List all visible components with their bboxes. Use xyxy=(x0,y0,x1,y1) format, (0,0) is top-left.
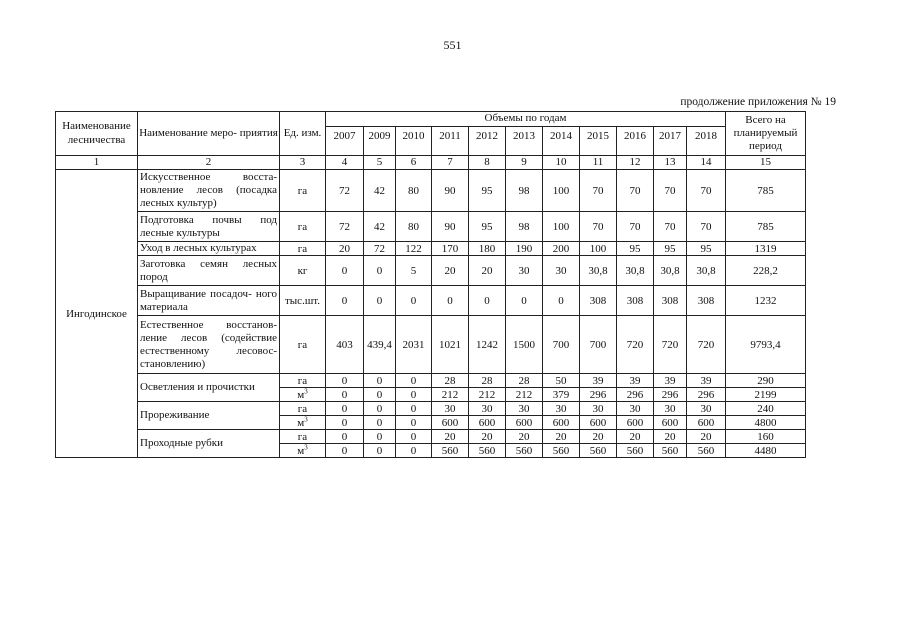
value-cell: 42 xyxy=(364,170,396,212)
value-cell: 600 xyxy=(543,416,580,430)
column-number: 12 xyxy=(617,156,654,170)
unit-text: м xyxy=(297,444,305,457)
value-cell: 0 xyxy=(364,374,396,388)
value-cell: 0 xyxy=(364,430,396,444)
value-cell: 720 xyxy=(617,316,654,374)
value-cell: 720 xyxy=(687,316,726,374)
value-cell: 212 xyxy=(432,388,469,402)
value-cell: 0 xyxy=(396,430,432,444)
table-row xyxy=(56,242,806,256)
activity-name: Прореживание xyxy=(138,402,280,430)
value-cell: 70 xyxy=(580,212,617,242)
value-cell: 0 xyxy=(364,286,396,316)
column-number: 13 xyxy=(654,156,687,170)
column-number: 6 xyxy=(396,156,432,170)
total-cell: 240 xyxy=(726,402,806,416)
total-cell: 228,2 xyxy=(726,256,806,286)
table-body xyxy=(56,170,806,458)
total-cell: 160 xyxy=(726,430,806,444)
activity-name: Проходные рубки xyxy=(138,430,280,458)
unit-cell xyxy=(280,286,326,316)
activity-name: Выращивание посадоч- ного материала xyxy=(138,286,280,316)
unit-text: га xyxy=(297,374,308,387)
value-cell: 20 xyxy=(469,430,506,444)
value-cell: 0 xyxy=(326,402,364,416)
value-cell: 30 xyxy=(543,256,580,286)
value-cell: 1500 xyxy=(506,316,543,374)
value-cell: 0 xyxy=(396,388,432,402)
value-cell: 700 xyxy=(543,316,580,374)
value-cell: 0 xyxy=(364,402,396,416)
value-cell: 20 xyxy=(506,430,543,444)
value-cell: 39 xyxy=(687,374,726,388)
value-cell: 0 xyxy=(396,402,432,416)
value-cell: 296 xyxy=(580,388,617,402)
header-year: 2013 xyxy=(506,127,543,156)
value-cell: 72 xyxy=(326,170,364,212)
column-number: 2 xyxy=(138,156,280,170)
value-cell: 0 xyxy=(396,444,432,458)
column-number: 5 xyxy=(364,156,396,170)
value-cell: 70 xyxy=(687,212,726,242)
value-cell: 95 xyxy=(469,212,506,242)
value-cell: 5 xyxy=(396,256,432,286)
value-cell: 296 xyxy=(617,388,654,402)
value-cell: 0 xyxy=(364,256,396,286)
value-cell: 30 xyxy=(617,402,654,416)
value-cell: 560 xyxy=(432,444,469,458)
unit-cell xyxy=(280,430,326,444)
value-cell: 30,8 xyxy=(654,256,687,286)
value-cell: 30 xyxy=(543,402,580,416)
value-cell: 0 xyxy=(326,286,364,316)
value-cell: 30 xyxy=(654,402,687,416)
column-number: 1 xyxy=(56,156,138,170)
value-cell: 600 xyxy=(687,416,726,430)
value-cell: 20 xyxy=(432,256,469,286)
activity-name: Естественное восстанов- ление лесов (содействие естественному лесовос- становлению) xyxy=(138,316,280,374)
value-cell: 600 xyxy=(432,416,469,430)
value-cell: 70 xyxy=(617,212,654,242)
total-cell: 785 xyxy=(726,212,806,242)
header-activity: Наименование меро- приятия xyxy=(138,112,280,156)
header-year: 2007 xyxy=(326,127,364,156)
value-cell: 0 xyxy=(543,286,580,316)
value-cell: 0 xyxy=(364,444,396,458)
value-cell: 0 xyxy=(396,416,432,430)
value-cell: 296 xyxy=(654,388,687,402)
header-unit: Ед. изм. xyxy=(280,112,326,156)
header-year: 2011 xyxy=(432,127,469,156)
value-cell: 212 xyxy=(469,388,506,402)
value-cell: 20 xyxy=(326,242,364,256)
unit-text: кг xyxy=(297,264,308,277)
value-cell: 560 xyxy=(543,444,580,458)
value-cell: 2031 xyxy=(396,316,432,374)
value-cell: 20 xyxy=(580,430,617,444)
header-year: 2015 xyxy=(580,127,617,156)
column-number: 11 xyxy=(580,156,617,170)
page-number: 551 xyxy=(443,38,462,52)
value-cell: 20 xyxy=(543,430,580,444)
total-cell: 9793,4 xyxy=(726,316,806,374)
total-cell: 290 xyxy=(726,374,806,388)
header-year: 2014 xyxy=(543,127,580,156)
unit-text: га xyxy=(297,184,308,197)
value-cell: 20 xyxy=(432,430,469,444)
header-year: 2016 xyxy=(617,127,654,156)
value-cell: 70 xyxy=(687,170,726,212)
value-cell: 20 xyxy=(687,430,726,444)
value-cell: 600 xyxy=(617,416,654,430)
value-cell: 0 xyxy=(364,416,396,430)
value-cell: 308 xyxy=(687,286,726,316)
value-cell: 90 xyxy=(432,212,469,242)
value-cell: 600 xyxy=(506,416,543,430)
table-row xyxy=(56,256,806,286)
activity-name: Уход в лесных культурах xyxy=(138,242,280,256)
value-cell: 95 xyxy=(687,242,726,256)
header-year: 2018 xyxy=(687,127,726,156)
value-cell: 560 xyxy=(580,444,617,458)
value-cell: 720 xyxy=(654,316,687,374)
appendix-continuation-note: продолжение приложения № 19 xyxy=(680,96,836,108)
unit-superscript: 3 xyxy=(304,415,308,424)
table-row xyxy=(56,170,806,212)
value-cell: 0 xyxy=(364,388,396,402)
value-cell: 30 xyxy=(687,402,726,416)
value-cell: 30 xyxy=(506,256,543,286)
value-cell: 30,8 xyxy=(617,256,654,286)
value-cell: 20 xyxy=(469,256,506,286)
value-cell: 30 xyxy=(506,402,543,416)
column-number: 10 xyxy=(543,156,580,170)
value-cell: 42 xyxy=(364,212,396,242)
value-cell: 600 xyxy=(580,416,617,430)
header-forestry: Наименование лесничества xyxy=(56,112,138,156)
unit-cell xyxy=(280,242,326,256)
table-row xyxy=(56,374,806,388)
value-cell: 439,4 xyxy=(364,316,396,374)
total-cell: 2199 xyxy=(726,388,806,402)
value-cell: 70 xyxy=(654,212,687,242)
value-cell: 0 xyxy=(326,430,364,444)
value-cell: 0 xyxy=(326,374,364,388)
value-cell: 95 xyxy=(469,170,506,212)
value-cell: 560 xyxy=(617,444,654,458)
value-cell: 39 xyxy=(580,374,617,388)
value-cell: 100 xyxy=(580,242,617,256)
value-cell: 1242 xyxy=(469,316,506,374)
value-cell: 98 xyxy=(506,212,543,242)
unit-text: га xyxy=(297,430,308,443)
value-cell: 70 xyxy=(580,170,617,212)
unit-text: м xyxy=(297,416,305,429)
activity-name: Осветления и прочистки xyxy=(138,374,280,402)
value-cell: 600 xyxy=(469,416,506,430)
value-cell: 72 xyxy=(326,212,364,242)
unit-cell xyxy=(280,402,326,416)
value-cell: 0 xyxy=(432,286,469,316)
header-total: Всего на планируемый период xyxy=(726,112,806,156)
value-cell: 190 xyxy=(506,242,543,256)
unit-text: м xyxy=(297,388,305,401)
value-cell: 95 xyxy=(654,242,687,256)
value-cell: 30,8 xyxy=(687,256,726,286)
column-number: 7 xyxy=(432,156,469,170)
unit-cell xyxy=(280,388,326,402)
header-volumes-by-year: Объемы по годам xyxy=(326,112,726,127)
activity-name: Искусственное восста- новление лесов (посадка лесных культур) xyxy=(138,170,280,212)
value-cell: 20 xyxy=(617,430,654,444)
table-row xyxy=(56,212,806,242)
unit-text: га xyxy=(297,338,308,351)
value-cell: 39 xyxy=(617,374,654,388)
column-number: 8 xyxy=(469,156,506,170)
unit-superscript: 3 xyxy=(304,443,308,452)
unit-cell xyxy=(280,212,326,242)
unit-text: га xyxy=(297,242,308,255)
value-cell: 560 xyxy=(654,444,687,458)
value-cell: 0 xyxy=(326,444,364,458)
header-row-1 xyxy=(56,112,806,127)
column-number: 9 xyxy=(506,156,543,170)
value-cell: 70 xyxy=(654,170,687,212)
value-cell: 95 xyxy=(617,242,654,256)
value-cell: 379 xyxy=(543,388,580,402)
table-row xyxy=(56,316,806,374)
value-cell: 560 xyxy=(506,444,543,458)
value-cell: 20 xyxy=(654,430,687,444)
value-cell: 30 xyxy=(432,402,469,416)
value-cell: 308 xyxy=(617,286,654,316)
total-cell: 1319 xyxy=(726,242,806,256)
value-cell: 180 xyxy=(469,242,506,256)
value-cell: 0 xyxy=(326,256,364,286)
column-number: 3 xyxy=(280,156,326,170)
forest-activities-table xyxy=(55,111,806,458)
value-cell: 39 xyxy=(654,374,687,388)
column-number: 4 xyxy=(326,156,364,170)
unit-cell xyxy=(280,170,326,212)
table-row xyxy=(56,286,806,316)
table-row xyxy=(56,402,806,416)
value-cell: 28 xyxy=(469,374,506,388)
value-cell: 30 xyxy=(469,402,506,416)
forestry-name: Ингодинское xyxy=(56,170,138,458)
activity-name: Подготовка почвы под лесные культуры xyxy=(138,212,280,242)
value-cell: 170 xyxy=(432,242,469,256)
value-cell: 28 xyxy=(432,374,469,388)
value-cell: 212 xyxy=(506,388,543,402)
column-number-row xyxy=(56,156,806,170)
value-cell: 1021 xyxy=(432,316,469,374)
value-cell: 80 xyxy=(396,212,432,242)
value-cell: 700 xyxy=(580,316,617,374)
value-cell: 0 xyxy=(396,286,432,316)
header-year: 2012 xyxy=(469,127,506,156)
value-cell: 80 xyxy=(396,170,432,212)
table-row xyxy=(56,430,806,444)
value-cell: 50 xyxy=(543,374,580,388)
total-cell: 4800 xyxy=(726,416,806,430)
value-cell: 0 xyxy=(506,286,543,316)
value-cell: 308 xyxy=(580,286,617,316)
unit-cell xyxy=(280,256,326,286)
table-header xyxy=(56,112,806,170)
total-cell: 4480 xyxy=(726,444,806,458)
value-cell: 600 xyxy=(654,416,687,430)
value-cell: 98 xyxy=(506,170,543,212)
value-cell: 30,8 xyxy=(580,256,617,286)
value-cell: 560 xyxy=(469,444,506,458)
header-year: 2017 xyxy=(654,127,687,156)
unit-cell xyxy=(280,316,326,374)
value-cell: 70 xyxy=(617,170,654,212)
value-cell: 122 xyxy=(396,242,432,256)
value-cell: 0 xyxy=(326,416,364,430)
unit-text: га xyxy=(297,402,308,415)
value-cell: 72 xyxy=(364,242,396,256)
header-year: 2010 xyxy=(396,127,432,156)
unit-cell xyxy=(280,416,326,430)
value-cell: 0 xyxy=(396,374,432,388)
total-cell: 785 xyxy=(726,170,806,212)
unit-text: га xyxy=(297,220,308,233)
unit-cell xyxy=(280,374,326,388)
value-cell: 100 xyxy=(543,170,580,212)
unit-text: тыс.шт. xyxy=(284,294,321,307)
value-cell: 560 xyxy=(687,444,726,458)
column-number: 14 xyxy=(687,156,726,170)
header-year: 2009 xyxy=(364,127,396,156)
value-cell: 296 xyxy=(687,388,726,402)
value-cell: 0 xyxy=(469,286,506,316)
activity-name: Заготовка семян лесных пород xyxy=(138,256,280,286)
value-cell: 100 xyxy=(543,212,580,242)
value-cell: 403 xyxy=(326,316,364,374)
column-number: 15 xyxy=(726,156,806,170)
value-cell: 30 xyxy=(580,402,617,416)
value-cell: 308 xyxy=(654,286,687,316)
value-cell: 90 xyxy=(432,170,469,212)
value-cell: 0 xyxy=(326,388,364,402)
value-cell: 200 xyxy=(543,242,580,256)
value-cell: 28 xyxy=(506,374,543,388)
unit-superscript: 3 xyxy=(304,387,308,396)
unit-cell xyxy=(280,444,326,458)
total-cell: 1232 xyxy=(726,286,806,316)
